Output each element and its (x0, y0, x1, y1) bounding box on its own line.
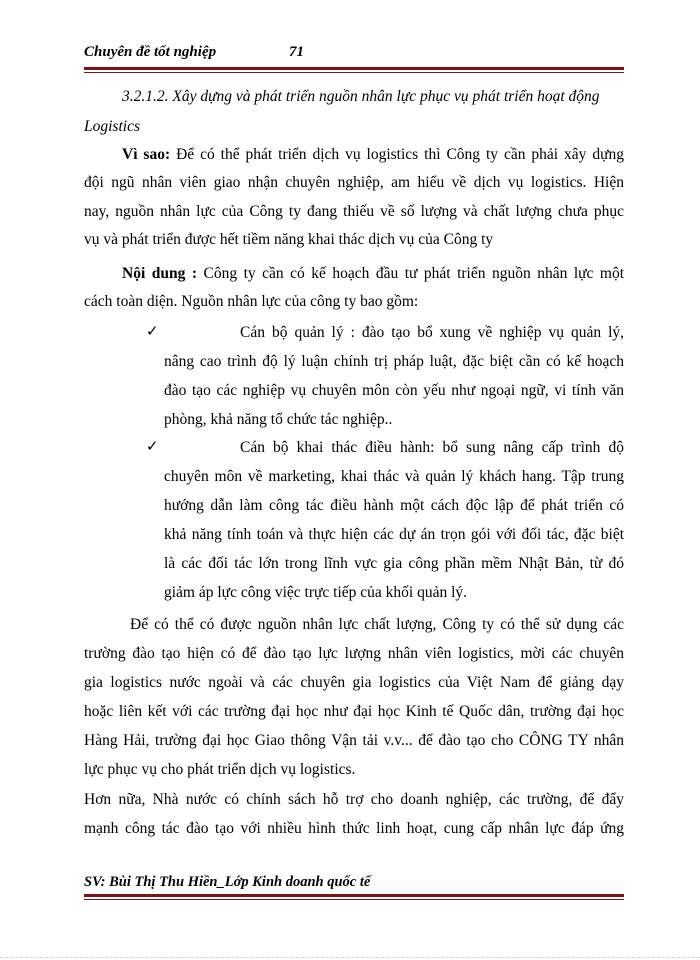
page-number: 71 (289, 44, 304, 60)
bullet-2-line-1: Cán bộ khai thác điều hành: bổ sung nâng cấp trình độ (240, 439, 624, 456)
paragraph-3-line-6: lực phục vụ cho phát triển dịch vụ logistics. (84, 761, 356, 778)
bullet-2-line-5: là các đối tác lớn trong lĩnh vực gia công phần mềm Nhật Bản, từ đó (164, 555, 624, 572)
why-label: Vì sao: (122, 146, 171, 163)
section-heading-line-1: 3.2.1.2. Xây dựng và phát triển nguồn nhân lực phục vụ phát triển hoạt động (122, 88, 600, 105)
why-paragraph-line-1 (122, 144, 624, 166)
bullet-1-line-4: phòng, khả năng tổ chức tác nghiệp.. (164, 411, 393, 428)
paragraph-3-line-4: hoặc liên kết với các trường đại học như đại học Kinh tế Quốc dân, trường đại học (84, 703, 624, 720)
paragraph-3-line-1: Để có thể có được nguồn nhân lực chất lượng, Công ty có thể sử dụng các (130, 616, 624, 633)
bullet-1-line-1: Cán bộ quản lý : đào tạo bổ xung về nghiệp vụ quản lý, (240, 324, 624, 341)
header-rule-thick (84, 67, 624, 70)
footer-rule-thick (84, 894, 624, 897)
page-footer: SV: Bùi Thị Thu Hiền_Lớp Kinh doanh quốc tế (84, 874, 371, 890)
page-header (84, 44, 624, 66)
content-paragraph-line-2: cách toàn diện. Nguồn nhân lực của công ty bao gồm: (84, 293, 419, 310)
bullet-1-line-3: đào tạo các nghiệp vụ chuyên môn còn yếu như ngoại ngữ, vi tính văn (164, 382, 624, 399)
paragraph-3-line-5: Hàng Hải, trường đại học Giao thông Vận tải v.v... để đào tạo cho CÔNG TY nhân (84, 732, 624, 749)
bullet-1-line-2: nâng cao trình độ lý luận chính trị pháp luật, đặc biệt cần có kế hoạch (164, 353, 624, 370)
checkmark-icon: ✓ (146, 439, 159, 455)
why-text-1: Để có thể phát triển dịch vụ logistics thì Công ty cần phải xây dựng (176, 146, 624, 163)
bullet-2-line-2: chuyên môn về marketing, khai thác và quản lý khách hang. Tập trung (164, 468, 624, 485)
paragraph-3-line-2: trường đào tạo hiện có để đào tạo lực lượng nhân viên logistics, mời các chuyên (84, 645, 624, 662)
content-paragraph-line-1 (122, 263, 624, 285)
header-rule-thin (84, 72, 624, 73)
paragraph-4-line-2: mạnh công tác đào tạo với nhiều hình thức linh hoạt, cung cấp nhân lực đáp ứng (84, 820, 624, 837)
why-paragraph-line-2: đội ngũ nhân viên giao nhận chuyên nghiệp, am hiểu về dịch vụ logistics. Hiện (84, 174, 624, 191)
section-heading-line-2: Logistics (84, 118, 140, 135)
content-label: Nội dung : (122, 265, 197, 282)
content-text-1: Công ty cần có kế hoạch đầu tư phát triển nguồn nhân lực một (203, 265, 625, 282)
why-paragraph-line-3: nay, nguồn nhân lực của Công ty đang thiếu về số lượng và chất lượng chưa phục (84, 203, 624, 220)
checkmark-icon: ✓ (146, 324, 159, 340)
paragraph-3-line-3: gia logistics nước ngoài và các chuyên gia logistics của Việt Nam để giảng dạy (84, 674, 624, 691)
why-paragraph-line-4: vụ và phát triển được hết tiềm năng khai thác dịch vụ của Công ty (84, 231, 494, 248)
paragraph-4-line-1: Hơn nữa, Nhà nước có chính sách hỗ trợ cho doanh nghiệp, các trường, để đẩy (84, 791, 624, 808)
footer-rule-thin (84, 899, 624, 900)
bullet-2-line-3: hướng dẫn làm công tác điều hành một cách độc lập để phát triển có (164, 497, 624, 514)
page-edge-divider (0, 957, 700, 958)
bullet-2-line-6: giảm áp lực công việc trực tiếp của khối quản lý. (164, 584, 468, 601)
bullet-2-line-4: khả năng tính toán và thực hiện các dự án trọn gói với đối tác, đặc biệt (164, 526, 624, 543)
header-title: Chuyên đề tốt nghiệp (84, 44, 217, 60)
